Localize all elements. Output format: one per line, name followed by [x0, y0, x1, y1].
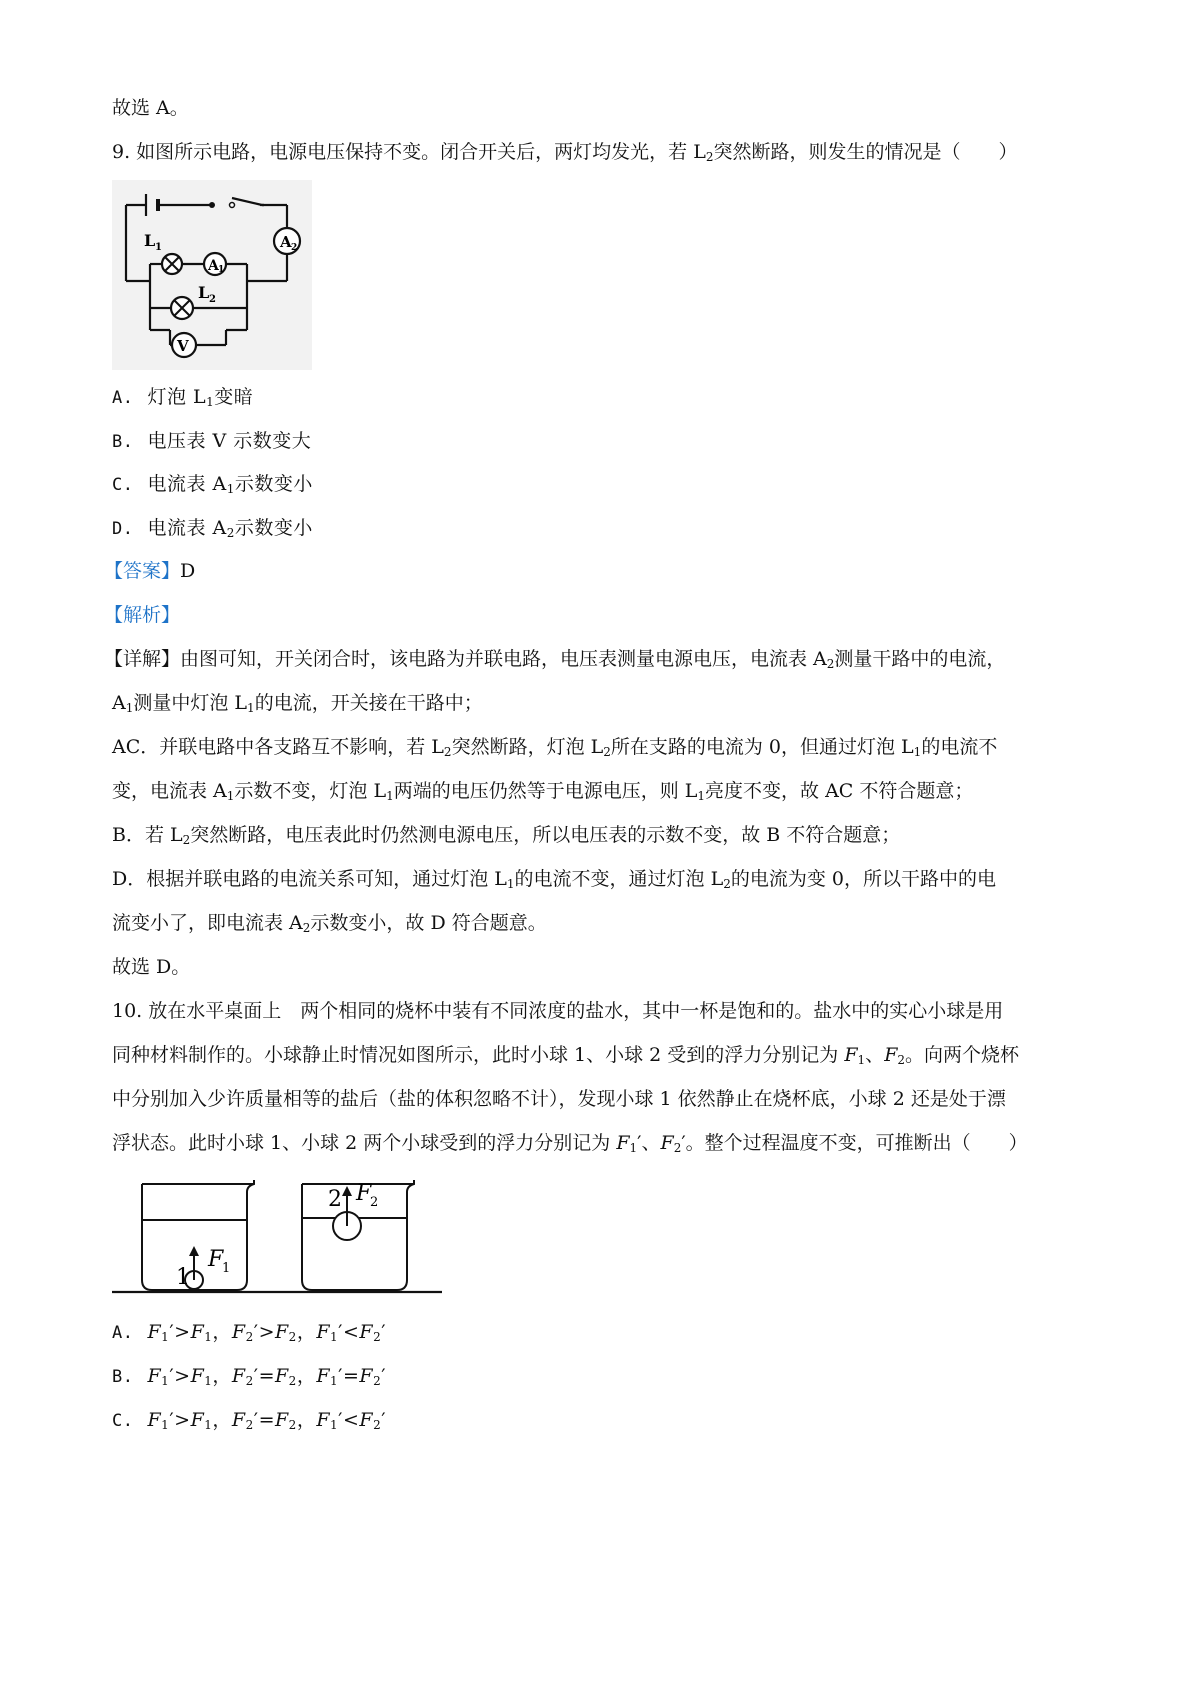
subscript: 1: [386, 789, 394, 803]
q10-option-a: A. $F_1'>F_1$，$F_2'>F_2$，$F_1'<F_2'$: [112, 1321, 387, 1344]
subscript: 2: [288, 1418, 297, 1432]
subscript: 2: [288, 1330, 297, 1344]
symbol: F: [147, 1321, 162, 1343]
text: 流变小了，即电流表 A: [112, 912, 303, 934]
option-label: B.: [112, 432, 134, 452]
symbol: F: [359, 1321, 374, 1343]
detail-line-2: [112, 689, 483, 717]
symbol: F: [231, 1409, 246, 1431]
q10-option-c: C. $F_1'>F_1$，$F_2'=F_2$，$F_1'<F_2'$: [112, 1409, 387, 1432]
symbol: F: [359, 1365, 374, 1387]
subscript: 2: [826, 657, 835, 671]
subscript: 1: [330, 1330, 339, 1344]
q9-option-c: [112, 470, 313, 499]
subscript: 1: [204, 1418, 213, 1432]
option-label: C.: [112, 1411, 134, 1431]
meter-label: V: [177, 337, 189, 355]
question-10-line-4: [112, 1129, 1028, 1157]
subscript: 2: [182, 833, 191, 847]
analysis-tag: 解析: [123, 604, 162, 626]
symbol: F: [190, 1321, 205, 1343]
text: 故选 A。: [112, 97, 189, 119]
lamp-l2-sublabel: 2: [209, 294, 216, 305]
text: 突然断路，灯泡 L: [451, 736, 604, 758]
text: 故选 D。: [112, 956, 191, 978]
answer-value: D: [180, 560, 196, 582]
analysis-bracket-right: 】: [161, 604, 181, 626]
symbol: F: [147, 1409, 162, 1431]
detail-conclusion: [112, 953, 190, 981]
subscript: 1: [857, 1053, 866, 1067]
q9-option-d: [112, 514, 313, 543]
text: 两端的电压仍然等于电源电压，则 L: [393, 780, 698, 802]
text: 浮状态。此时小球 1、小球 2 两个小球受到的浮力分别记为: [112, 1132, 617, 1154]
subscript: 1: [125, 701, 134, 715]
force-2-sublabel: 2: [370, 1195, 379, 1210]
relation: >: [174, 1365, 191, 1387]
lamp-l2-label: L: [198, 283, 210, 302]
text: AC．并联电路中各支路互不影响，若 L: [112, 736, 444, 758]
question-10-line-3: [112, 1085, 1006, 1113]
text: 突然断路，则发生的情况是（ ）: [713, 141, 1018, 163]
meter-label: A: [208, 258, 219, 274]
symbol: F: [660, 1132, 674, 1154]
text: 电流表 A: [147, 517, 227, 539]
text: 变，电流表 A: [112, 780, 227, 802]
relation: =: [342, 1365, 360, 1387]
symbol: F: [316, 1365, 331, 1387]
text: 示数变小: [234, 517, 313, 539]
force-2-label: F: [356, 1181, 372, 1206]
text: 示数不变，灯泡 L: [234, 780, 387, 802]
text: 中分别加入少许质量相等的盐后（盐的体积忽略不计），发现小球 1 依然静止在烧杯底，小球 2 还是处于漂: [112, 1088, 1006, 1110]
arrow-head-icon: [189, 1246, 199, 1256]
symbol: F: [274, 1365, 289, 1387]
relation: >: [174, 1321, 191, 1343]
symbol: F: [616, 1132, 630, 1154]
line-conclusion-prev: [112, 94, 189, 122]
lamp-l1-icon: [162, 254, 182, 274]
text: 。向两个烧杯: [905, 1044, 1020, 1066]
subscript: 1: [204, 1330, 213, 1344]
question-10-line-1: [112, 997, 1003, 1025]
text: 示数变小，故 D 符合题意。: [310, 912, 547, 934]
lamp-l1-sublabel: 1: [155, 242, 162, 253]
text: 、: [641, 1132, 661, 1154]
subscript: 2: [443, 745, 452, 759]
subscript: 1: [161, 1418, 170, 1432]
text: 、: [865, 1044, 885, 1066]
symbol: F: [844, 1044, 858, 1066]
detail-line-1: [104, 645, 1005, 673]
question-10-line-2: [112, 1041, 1019, 1069]
text: 示数变小: [234, 473, 313, 495]
detail-line-3: [112, 733, 997, 761]
subscript: 1: [330, 1374, 339, 1388]
text: 亮度不变，故 AC 不符合题意；: [705, 780, 974, 802]
ball-2-label: 2: [328, 1187, 342, 1212]
option-label: B.: [112, 1367, 134, 1387]
detail-line-6: [112, 865, 996, 893]
arrow-head-icon: [342, 1186, 352, 1196]
ammeter-a1-icon: [204, 253, 226, 275]
text: 测量中灯泡 L: [133, 692, 248, 714]
text: 灯泡 L: [147, 386, 207, 408]
subscript: 1: [161, 1374, 170, 1388]
text: 变暗: [214, 386, 254, 408]
subscript: 1: [247, 701, 255, 715]
subscript: 1: [226, 789, 235, 803]
beaker-diagram: [112, 1180, 442, 1310]
detail-line-5: [112, 821, 900, 849]
lamp-l2-icon: [171, 297, 193, 319]
text: B．若 L: [112, 824, 183, 846]
symbol: F: [231, 1321, 246, 1343]
question-9-stem: [112, 138, 1017, 166]
relation: <: [342, 1321, 360, 1343]
subscript: 1: [330, 1418, 339, 1432]
symbol: F: [316, 1409, 331, 1431]
text: 的电流不变，通过灯泡 L: [514, 868, 724, 890]
analysis-bracket-left: 【: [104, 604, 124, 626]
symbol: F: [884, 1044, 898, 1066]
symbol: F: [274, 1321, 289, 1343]
subscript: 2: [226, 526, 235, 540]
text: 的电流，开关接在干路中；: [254, 692, 483, 714]
relation: <: [342, 1409, 360, 1431]
circuit-diagram: [112, 180, 312, 370]
text: 。整个过程温度不变，可推断出（ ）: [685, 1132, 1028, 1154]
answer-line: [104, 557, 195, 585]
text: 测量干路中的电流，: [834, 648, 1006, 670]
symbol: F: [190, 1365, 205, 1387]
answer-tag: 答案: [123, 560, 162, 582]
text: D．根据并联电路的电流关系可知，通过灯泡 L: [112, 868, 507, 890]
force-1-sublabel: 1: [222, 1261, 231, 1276]
subscript: 1: [629, 1141, 638, 1155]
meter-sublabel: 2: [291, 243, 298, 253]
subscript: 2: [673, 1141, 682, 1155]
subscript: 2: [245, 1330, 254, 1344]
detail-line-7: [112, 909, 547, 937]
subscript: 1: [206, 395, 215, 409]
subscript: 2: [245, 1374, 254, 1388]
analysis-heading: [104, 601, 180, 629]
relation: >: [174, 1409, 191, 1431]
text: A: [112, 692, 126, 714]
subscript: 1: [161, 1330, 170, 1344]
subscript: 1: [913, 745, 922, 759]
meter-sublabel: 1: [218, 265, 225, 275]
text: 电流表 A: [147, 473, 227, 495]
subscript: 1: [506, 877, 515, 891]
option-label: A.: [112, 388, 134, 408]
symbol: F: [316, 1321, 331, 1343]
subscript: 2: [897, 1053, 906, 1067]
prime: ′: [681, 1132, 686, 1154]
subscript: 1: [204, 1374, 213, 1388]
text: 所在支路的电流为 0，但通过灯泡 L: [610, 736, 914, 758]
detail-tag: 【详解】: [104, 648, 181, 670]
prime: ′: [637, 1132, 642, 1154]
text: 10. 放在水平桌面上 两个相同的烧杯中装有不同浓度的盐水，其中一杯是饱和的。盐水中的实心小球是用: [112, 1000, 1004, 1022]
q10-option-b: B. $F_1'>F_1$，$F_2'=F_2$，$F_1'=F_2'$: [112, 1365, 387, 1388]
symbol: F: [359, 1409, 374, 1431]
ammeter-a2-icon: [274, 228, 300, 254]
force-1-label: F: [208, 1247, 224, 1272]
subscript: 2: [302, 921, 311, 935]
option-label: A.: [112, 1323, 134, 1343]
symbol: F: [274, 1409, 289, 1431]
q9-option-b: [112, 427, 311, 456]
subscript: 2: [288, 1374, 297, 1388]
option-label: C.: [112, 475, 134, 495]
answer-bracket-right: 】: [161, 560, 181, 582]
text: 的电流为变 0，所以干路中的电: [730, 868, 996, 890]
subscript: 1: [226, 482, 235, 496]
relation: >: [258, 1321, 275, 1343]
answer-bracket-left: 【: [104, 560, 124, 582]
meter-label: A: [280, 233, 292, 251]
symbol: F: [190, 1409, 205, 1431]
option-label: D.: [112, 519, 134, 539]
symbol: F: [147, 1365, 162, 1387]
subscript: 2: [373, 1418, 382, 1432]
subscript: 2: [723, 877, 731, 891]
voltmeter-icon: [172, 333, 196, 357]
relation: =: [258, 1365, 275, 1387]
symbol: F: [231, 1365, 246, 1387]
lamp-l1-label: L: [144, 231, 156, 250]
subscript: 2: [245, 1418, 254, 1432]
subscript: 2: [705, 150, 714, 164]
detail-line-4: [112, 777, 973, 805]
subscript: 1: [697, 789, 706, 803]
text: 突然断路，电压表此时仍然测电源电压，所以电压表的示数不变，故 B 不符合题意；: [190, 824, 901, 846]
text: 9. 如图所示电路，电源电压保持不变。闭合开关后，两灯均发光，若 L: [112, 141, 706, 163]
relation: =: [258, 1409, 275, 1431]
text: 由图可知，开关闭合时，该电路为并联电路，电压表测量电源电压，电流表 A: [180, 648, 827, 670]
subscript: 2: [603, 745, 611, 759]
text: 电压表 V 示数变大: [147, 430, 312, 452]
text: 的电流不: [921, 736, 998, 758]
subscript: 2: [373, 1374, 382, 1388]
text: 同种材料制作的。小球静止时情况如图所示，此时小球 1、小球 2 受到的浮力分别记为: [112, 1044, 845, 1066]
ball-1-label: 1: [176, 1265, 190, 1290]
q9-option-a: [112, 383, 253, 412]
subscript: 2: [373, 1330, 382, 1344]
